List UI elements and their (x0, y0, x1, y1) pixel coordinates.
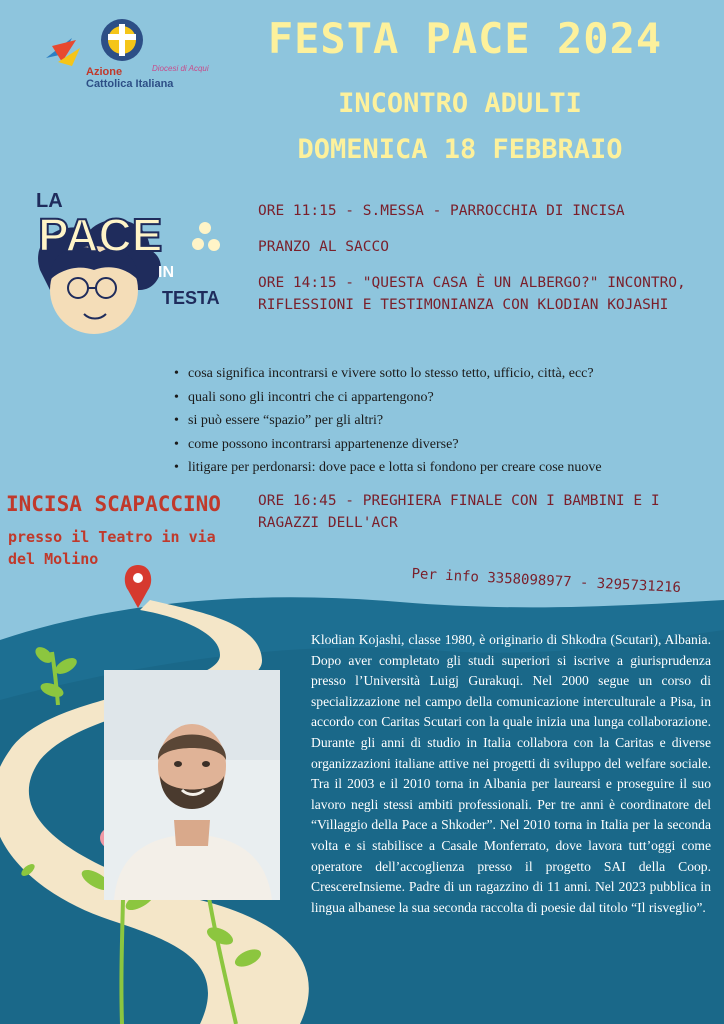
contact-info: Per info 3358098977 - 3295731216 (411, 566, 682, 597)
program-item-meeting: ORE 14:15 - "QUESTA CASA È UN ALBERGO?" INCONTRO, RIFLESSIONI E TESTIMONIANZA CON KLODIAN KOJASHI (258, 275, 686, 313)
location-pin-icon (125, 565, 151, 608)
event-title: FESTA PACE 2024 (267, 14, 663, 63)
mascot-text-in: IN (158, 264, 174, 281)
event-subtitle: INCONTRO ADULTI (338, 88, 582, 119)
organization-logo (42, 18, 232, 88)
logo-text-cattolica: Cattolica Italiana (86, 78, 174, 90)
mascot-text-la: LA (36, 190, 63, 212)
speaker-photo (104, 670, 280, 900)
program-item-lunch: PRANZO AL SACCO (258, 239, 389, 255)
discussion-topics-list (172, 362, 712, 480)
list-item: • si può essere “spazio” per gli altri? (172, 409, 712, 433)
mascot-text-pace: PACE (38, 209, 163, 261)
speaker-biography: Klodian Kojashi, classe 1980, è originario di Shkodra (Scutari), Albania. Dopo aver completato gli studi superiori si iscrive a giurisprudenza presso l’Università Luigj Gurakuqi. Nel 2000 segue un corso di specializzazione nel campo della comunicazione interculturale a Pisa, in accordo con Caritas Scutari con la quale inizia una lunga collaborazione. Durante gli anni di studio in Italia collabora con la Caritas e diverse organizzazioni italiane attive nei progetti di sviluppo del welfare sociale. Tra il 2003 e il 2010 torna in Albania per laurearsi e proseguire il suo lavoro negli stessi ambiti professionali. Per tre anni è coordinatore del “Villaggio della Pace a Shkoder”. Nel 2010 torna in Italia per la seconda volta e si stabilisce a Casale Monferrato, dove lavora tutt’oggi come operatore dell’accoglienza presso il progetto SAI della Coop. CrescereInsieme. Padre di un ragazzino di 11 anni. Nel 2023 pubblica in lingua albanese la sua seconda raccolta di poesie dal titolo “Il risveglio”. (311, 632, 711, 915)
program-item-prayer: ORE 16:45 - PREGHIERA FINALE CON I BAMBINI E I RAGAZZI DELL'ACR (258, 493, 660, 531)
la-pace-in-testa-mascot (30, 190, 230, 340)
event-date: DOMENICA 18 FEBBRAIO (297, 134, 623, 165)
location-town: INCISA SCAPACCINO (6, 492, 221, 516)
program-item-mass: ORE 11:15 - S.MESSA - PARROCCHIA DI INCISA (258, 203, 625, 219)
location-venue: presso il Teatro in via del Molino (8, 528, 216, 568)
mascot-text-testa: TESTA (162, 288, 220, 308)
logo-text-azione: Azione (86, 66, 123, 78)
logo-emblem-icon (42, 18, 232, 68)
list-item: • cosa significa incontrarsi e vivere sotto lo stesso tetto, ufficio, città, ecc? (172, 362, 712, 386)
speaker-portrait-icon (104, 670, 280, 900)
list-item: • quali sono gli incontri che ci appartengono? (172, 386, 712, 410)
list-item: • litigare per perdonarsi: dove pace e lotta si fondono per creare cose nuove (172, 456, 712, 480)
logo-diocese: Diocesi di Acqui (152, 64, 209, 73)
list-item: • come possono incontrarsi appartenenze diverse? (172, 433, 712, 457)
